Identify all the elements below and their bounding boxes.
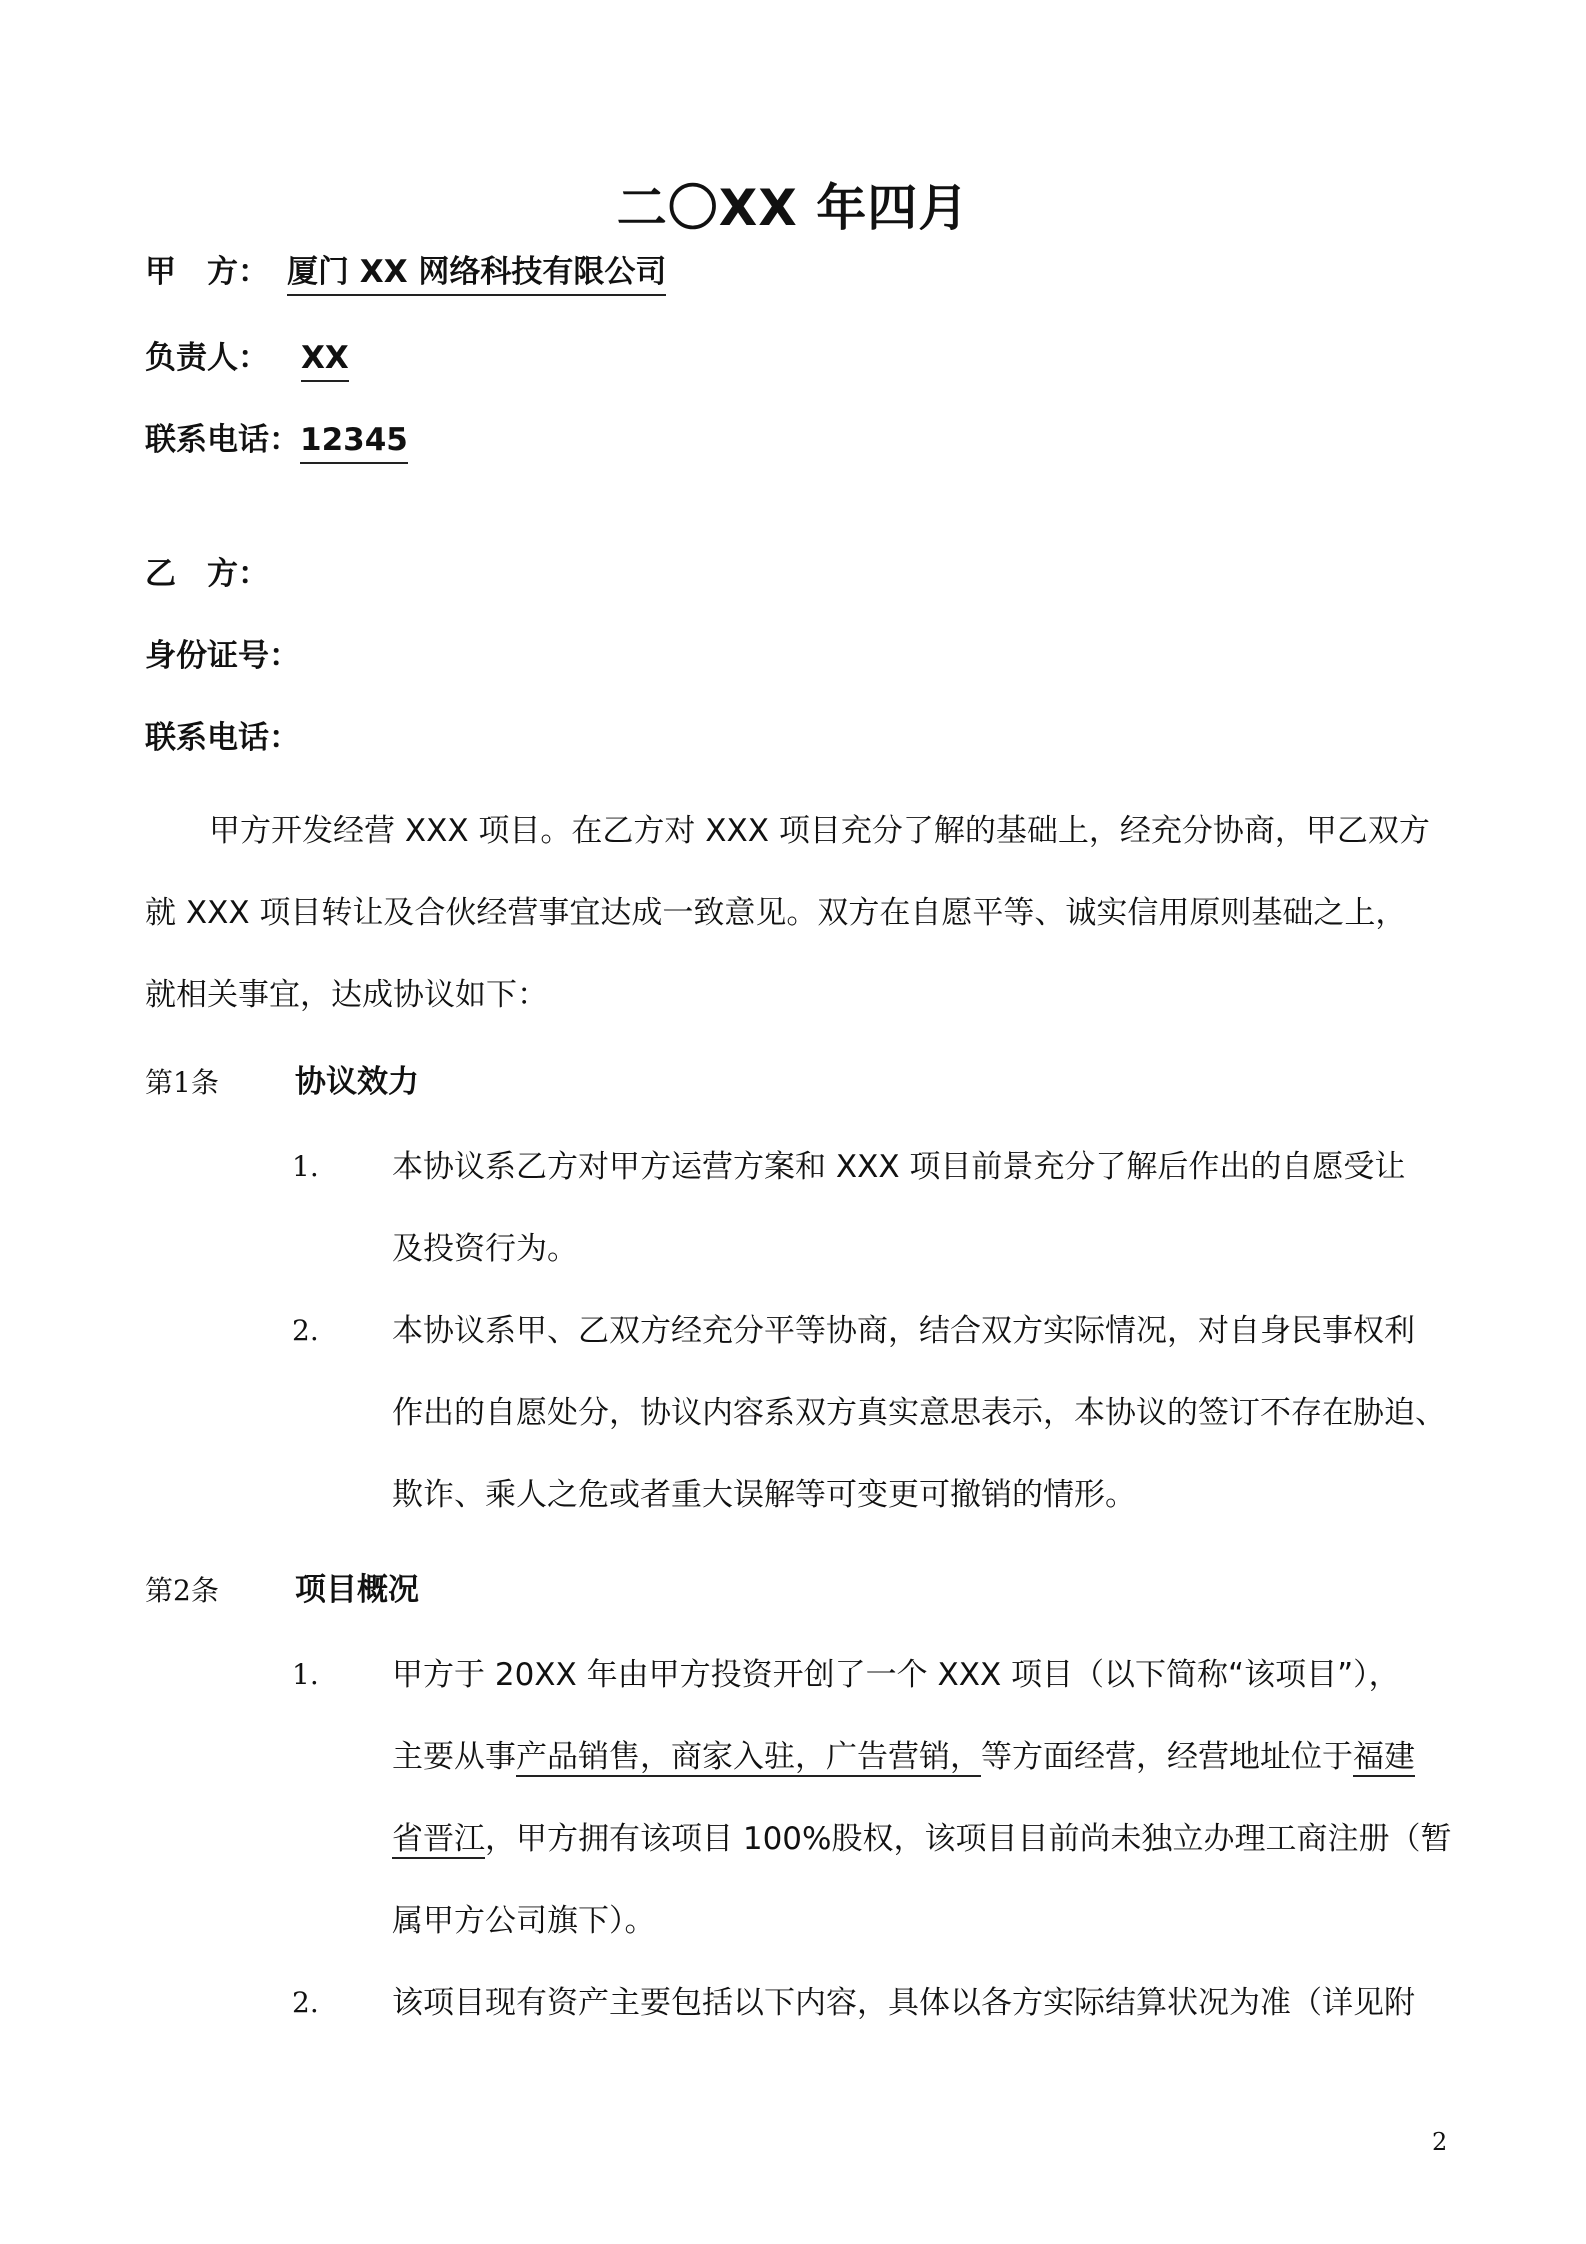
item-line: 属甲方公司旗下）。: [392, 1903, 656, 1939]
item-number: 1.: [292, 1658, 319, 1691]
article-2-heading: [145, 1570, 419, 1611]
item-line: 本协议系乙方对甲方运营方案和 XXX 项目前景充分了解后作出的自愿受让: [392, 1149, 1406, 1185]
item-number: 2.: [292, 1986, 319, 2019]
item-number: 2.: [292, 1314, 319, 1347]
party-b-phone-label: 联系电话：: [145, 720, 300, 756]
party-b-field: [145, 554, 269, 594]
item-line: 及投资行为。: [392, 1231, 578, 1267]
party-a-phone-label: 联系电话：: [145, 422, 300, 458]
item-line: 本协议系甲、乙双方经充分平等协商，结合双方实际情况，对自身民事权利: [392, 1313, 1415, 1349]
intro-line: 甲方开发经营 XXX 项目。在乙方对 XXX 项目充分了解的基础上，经充分协商，甲乙双方: [209, 813, 1430, 849]
item-line: 甲方于 20XX 年由甲方投资开创了一个 XXX 项目（以下简称“该项目”），: [392, 1657, 1400, 1693]
item-text: [392, 1962, 1452, 2044]
document-title: 二〇XX 年四月: [616, 179, 970, 237]
item-line: [392, 1716, 1452, 1798]
intro-line: 就 XXX 项目转让及合伙经营事宜达成一致意见。双方在自愿平等、诚实信用原则基础之上，: [145, 895, 1407, 931]
item-text-segment: 主要从事: [392, 1739, 516, 1775]
article-2-item-1: [292, 1634, 1452, 1962]
article-title: 协议效力: [295, 1064, 419, 1100]
page-number: 2: [1432, 2128, 1448, 2156]
item-text: [392, 1126, 1452, 1290]
item-number: 1.: [292, 1150, 319, 1183]
person-in-charge-value: XX: [301, 338, 349, 382]
party-a-phone-value: 12345: [300, 420, 408, 464]
party-a-phone-field: [145, 420, 408, 464]
party-b-phone-field: [145, 718, 300, 758]
business-address: 省晋江: [392, 1821, 485, 1857]
article-1-heading: [145, 1062, 419, 1103]
party-a-field: [145, 252, 666, 296]
intro-paragraph: [145, 790, 1445, 1036]
article-2-item-2: [292, 1962, 1452, 2044]
intro-line: 就相关事宜，达成协议如下：: [145, 977, 548, 1013]
party-b-id-label: 身份证号：: [145, 638, 300, 674]
business-scope: 产品销售，商家入驻，广告营销，: [516, 1739, 981, 1775]
item-text-segment: 等方面经营，经营地址位于: [981, 1739, 1353, 1775]
item-line: 作出的自愿处分，协议内容系双方真实意思表示，本协议的签订不存在胁迫、: [392, 1395, 1446, 1431]
article-number: 第1条: [145, 1066, 219, 1099]
party-b-id-field: [145, 636, 300, 676]
party-a-label: 甲 方：: [145, 254, 269, 290]
person-in-charge-label: 负责人：: [145, 340, 269, 376]
item-line: 欺诈、乘人之危或者重大误解等可变更可撤销的情形。: [392, 1477, 1136, 1513]
item-text: [392, 1634, 1452, 1962]
party-b-label: 乙 方：: [145, 556, 269, 592]
party-a-company: 厦门 XX 网络科技有限公司: [287, 252, 666, 296]
business-address: 福建: [1353, 1739, 1415, 1775]
item-line: 该项目现有资产主要包括以下内容，具体以各方实际结算状况为准（详见附: [392, 1985, 1415, 2021]
article-number: 第2条: [145, 1574, 219, 1607]
item-text: [392, 1290, 1452, 1536]
article-title: 项目概况: [295, 1572, 419, 1608]
item-text-segment: ，甲方拥有该项目 100%股权，该项目目前尚未独立办理工商注册（暂: [485, 1821, 1452, 1857]
article-1-item-1: [292, 1126, 1452, 1290]
item-line: [392, 1798, 1452, 1880]
person-in-charge-field: [145, 338, 349, 382]
article-1-item-2: [292, 1290, 1452, 1536]
